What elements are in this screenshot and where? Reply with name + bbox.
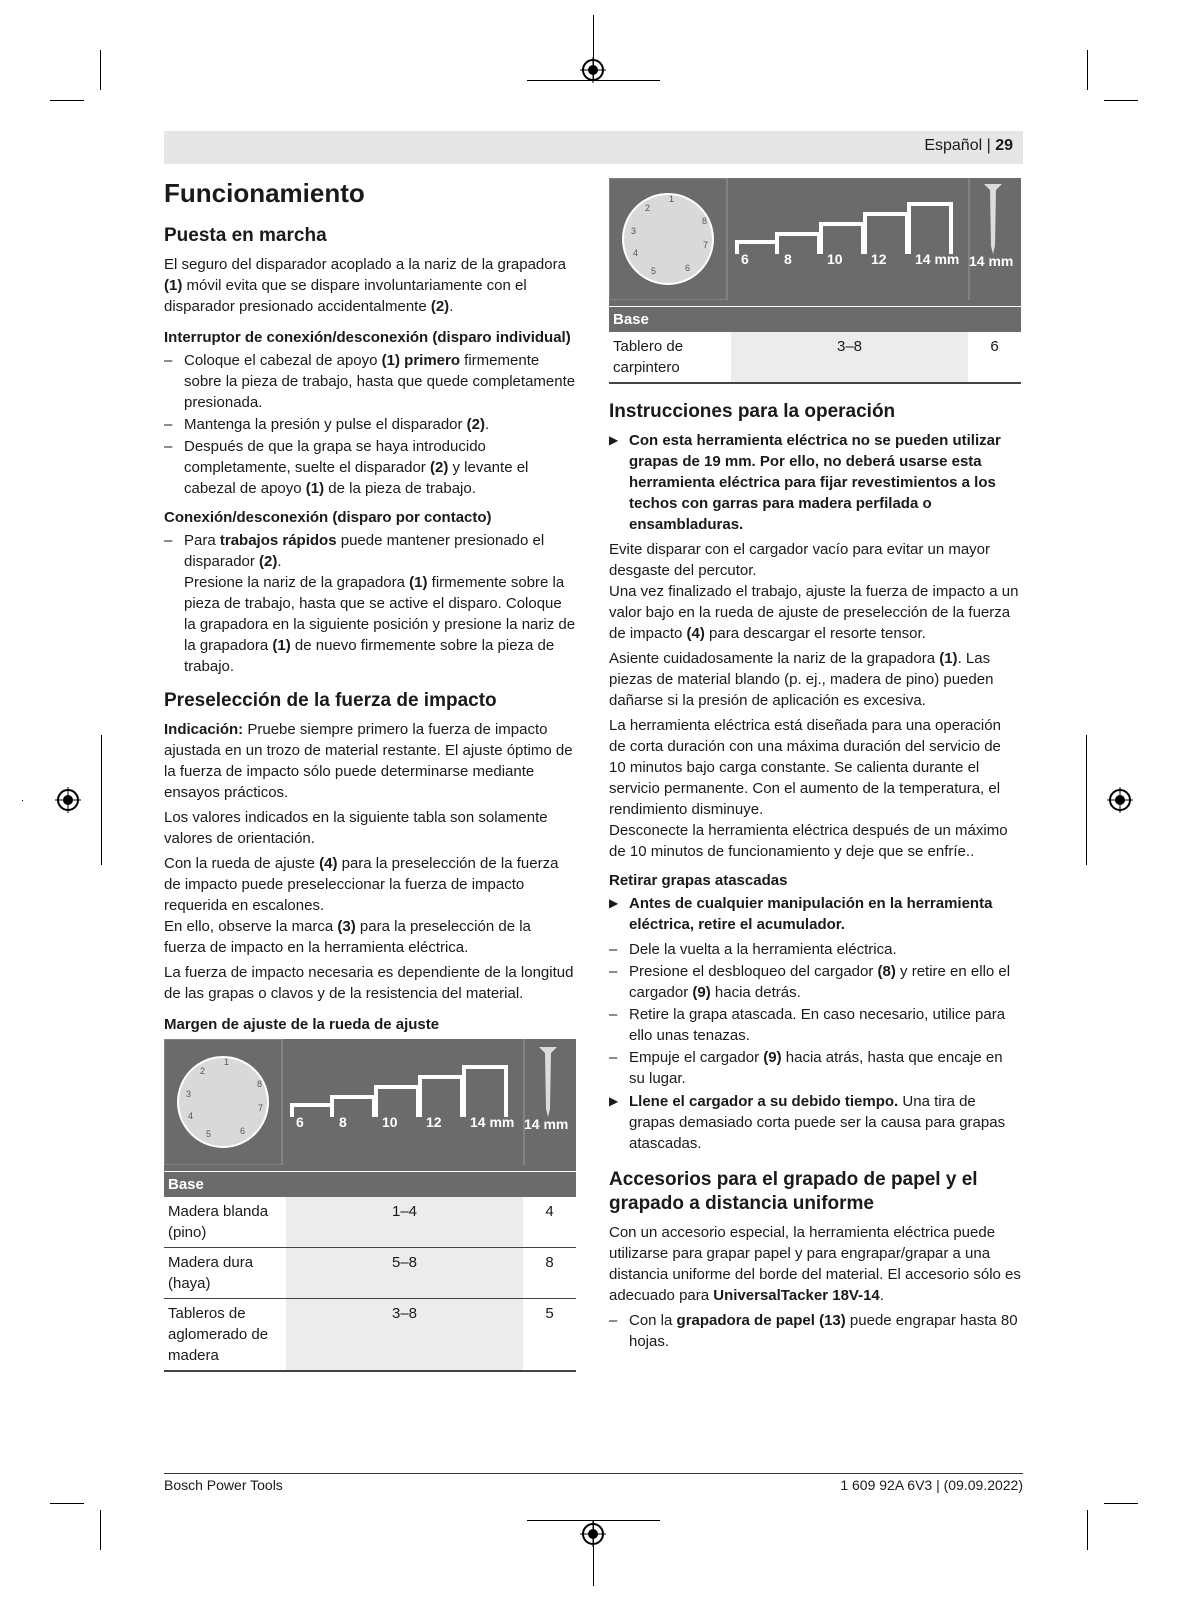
crop-mark — [50, 100, 84, 101]
svg-text:4: 4 — [633, 248, 639, 258]
staple-icon — [865, 214, 907, 254]
nail-icon — [539, 1047, 557, 1117]
svg-text:2: 2 — [200, 1066, 206, 1076]
paragraph: Asiente cuidadosamente la nariz de la grapadora (1). Las piezas de material blando (p. ej., madera de pino) pueden dañarse si la presión de aplicación es excesiva. — [609, 650, 994, 709]
svg-text:5: 5 — [651, 266, 657, 276]
paragraph: Evite disparar con el cargador vacío para evitar un mayor desgaste del percutor. — [609, 541, 991, 579]
table-row: Madera blanda (pino) 1–4 4 — [164, 1197, 576, 1248]
table-row: Tablero de carpintero 3–8 6 — [609, 332, 1021, 383]
crop-mark — [22, 800, 23, 801]
warning-item: ▶ Con esta herramienta eléctrica no se pueden utilizar grapas de 19 mm. Por ello, no deberá usarse esta herramienta eléctrica para fijar revestimientos a los techos con garras para madera perfilada o ensambladuras. — [609, 430, 1021, 535]
svg-text:8: 8 — [702, 216, 708, 226]
list-item: – Presione el desbloqueo del cargador (8) y retire en ello el cargador (9) hacia detrás. — [609, 961, 1021, 1003]
crop-mark — [100, 1510, 101, 1550]
registration-mark-icon — [580, 57, 606, 83]
subheading-single-shot: Interruptor de conexión/desconexión (disparo individual) — [164, 329, 571, 346]
svg-text:8: 8 — [339, 1114, 347, 1130]
table-title: Margen de ajuste de la rueda de ajuste — [164, 1016, 440, 1033]
staple-icon — [821, 224, 863, 254]
header-language: Español — [924, 137, 983, 154]
svg-text:3: 3 — [631, 226, 637, 236]
svg-text:6: 6 — [296, 1114, 304, 1130]
paragraph: Los valores indicados en la siguiente tabla son solamente valores de orientación. — [164, 809, 548, 847]
page-header — [164, 131, 1023, 164]
page-footer — [164, 1473, 1023, 1493]
svg-text:10: 10 — [382, 1114, 398, 1130]
paragraph: En ello, observe la marca (3) para la preselección de la fuerza de impacto en la herramienta eléctrica. — [164, 918, 531, 956]
svg-text:7: 7 — [258, 1103, 264, 1113]
paragraph: Desconecte la herramienta eléctrica después de un máximo de 10 minutos de funcionamiento y deje que se enfríe.. — [609, 822, 1008, 860]
registration-mark-icon — [1107, 787, 1133, 813]
heading-puesta-en-marcha: Puesta en marcha — [164, 225, 327, 246]
list-item: – Después de que la grapa se haya introducido completamente, suelte el disparador (2) y levante el cabezal de apoyo (1) de la pieza de trabajo. — [164, 436, 576, 499]
svg-text:3: 3 — [186, 1089, 192, 1099]
crop-mark — [1104, 1503, 1138, 1504]
staple-figure — [609, 178, 1021, 300]
list-item: – Dele la vuelta a la herramienta eléctrica. — [609, 939, 1021, 960]
instruction-list — [609, 939, 1021, 1089]
paragraph: Indicación: Pruebe siempre primero la fuerza de impacto ajustada en un trozo de material restante. El ajuste óptimo de la fuerza de impacto sólo puede determinarse mediante ensayos prácticos. — [164, 721, 573, 801]
svg-text:6: 6 — [240, 1126, 246, 1136]
warning-list — [609, 893, 1021, 935]
svg-text:12: 12 — [871, 251, 887, 267]
page-number: 29 — [995, 137, 1013, 154]
instruction-list — [164, 350, 576, 499]
footer-doc-id: 1 609 92A 6V3 | (09.09.2022) — [840, 1477, 1023, 1493]
right-column — [609, 178, 1021, 1358]
warning-item: ▶ Antes de cualquier manipulación en la herramienta eléctrica, retire el acumulador. — [609, 893, 1021, 935]
staple-icon — [464, 1067, 506, 1117]
svg-text:6: 6 — [685, 263, 691, 273]
svg-text:2: 2 — [645, 203, 651, 213]
staple-figure — [164, 1039, 576, 1165]
adjustment-dial-icon — [178, 1057, 268, 1147]
svg-text:14 mm: 14 mm — [915, 251, 960, 267]
crop-mark — [1104, 100, 1138, 101]
warning-list — [609, 1091, 1021, 1154]
list-item: – Empuje el cargador (9) hacia atrás, hasta que encaje en su lugar. — [609, 1047, 1021, 1089]
adjustment-dial-icon — [623, 194, 713, 284]
base-row — [609, 307, 1021, 333]
svg-text:8: 8 — [257, 1079, 263, 1089]
list-item: – Mantenga la presión y pulse el disparador (2). — [164, 414, 576, 435]
svg-text:4: 4 — [188, 1111, 194, 1121]
warning-list — [609, 430, 1021, 535]
paragraph: Con un accesorio especial, la herramienta eléctrica puede utilizarse para grapar papel y para engrapar/grapar a una distancia uniforme del borde del material. El accesorio sólo es adecuado para UniversalTacker 18V-14. — [609, 1224, 1021, 1304]
base-row — [164, 1172, 576, 1198]
subheading-jammed-staples: Retirar grapas atascadas — [609, 872, 788, 889]
paragraph: La herramienta eléctrica está diseñada para una operación de corta duración con una máxima duración del servicio de 10 minutos bajo carga constante. Se calienta durante el servicio permanente. Con el aumento de la temperatura, el rendimiento disminuye. — [609, 717, 1001, 818]
svg-text:8: 8 — [784, 251, 792, 267]
heading-preseleccion: Preselección de la fuerza de impacto — [164, 690, 497, 711]
impact-force-table — [164, 1039, 576, 1372]
section-title: Funcionamiento — [164, 178, 365, 208]
staple-icon — [376, 1087, 418, 1117]
paragraph: El seguro del disparador acoplado a la nariz de la grapadora (1) móvil evita que se dispare involuntariamente con el disparador presionado accidentalmente (2). — [164, 256, 566, 315]
list-item: – Coloque el cabezal de apoyo (1) primero firmemente sobre la pieza de trabajo, hasta que quede completamente presionada. — [164, 350, 576, 413]
staple-icon — [420, 1077, 462, 1117]
nail-icon — [984, 184, 1002, 254]
figure-row — [164, 1039, 576, 1172]
left-column — [164, 178, 576, 1372]
instruction-list — [164, 530, 576, 677]
base-label: Base — [164, 1172, 286, 1198]
crop-mark — [50, 1503, 84, 1504]
paragraph: Con la rueda de ajuste (4) para la preselección de la fuerza de impacto puede preseleccionar la fuerza de impacto requerida en escalones. — [164, 855, 559, 914]
list-item: – Retire la grapa atascada. En caso necesario, utilice para ello unas tenazas. — [609, 1004, 1021, 1046]
table-row: Tableros de aglomerado de madera 3–8 5 — [164, 1299, 576, 1372]
svg-text:12: 12 — [426, 1114, 442, 1130]
paragraph: Una vez finalizado el trabajo, ajuste la fuerza de impacto a un valor bajo en la rueda de ajuste de preselección de la fuerza de impacto (4) para descargar el resorte tensor. — [609, 583, 1019, 642]
svg-text:14 mm: 14 mm — [969, 253, 1014, 269]
list-item: – Para trabajos rápidos puede mantener presionado el disparador (2). Presione la nariz de la grapadora (1) firmemente sobre la pieza de trabajo, hasta que se active el disparo. Coloque la grapadora en la siguiente posición y presione la nariz de la grapadora (1) de nuevo firmemente sobre la pieza de trabajo. — [164, 530, 576, 677]
registration-mark-icon — [55, 787, 81, 813]
crop-mark — [101, 735, 102, 865]
crop-mark — [1087, 50, 1088, 90]
svg-text:14 mm: 14 mm — [524, 1116, 569, 1132]
footer-brand: Bosch Power Tools — [164, 1477, 283, 1493]
crop-mark — [100, 50, 101, 90]
svg-text:1: 1 — [669, 194, 675, 204]
registration-mark-icon — [580, 1521, 606, 1547]
table-row: Madera dura (haya) 5–8 8 — [164, 1248, 576, 1299]
svg-text:6: 6 — [741, 251, 749, 267]
svg-text:7: 7 — [703, 240, 709, 250]
svg-text:10: 10 — [827, 251, 843, 267]
subheading-contact-trigger: Conexión/desconexión (disparo por contacto) — [164, 509, 492, 526]
heading-instrucciones: Instrucciones para la operación — [609, 401, 896, 422]
list-item: – Con la grapadora de papel (13) puede engrapar hasta 80 hojas. — [609, 1310, 1021, 1352]
header-text: Español | 29 — [924, 137, 1013, 154]
base-label: Base — [609, 307, 731, 333]
staple-icon — [909, 204, 951, 254]
impact-force-table-2 — [609, 178, 1021, 384]
svg-text:1: 1 — [224, 1057, 230, 1067]
crop-mark — [1087, 1510, 1088, 1550]
paragraph: La fuerza de impacto necesaria es dependiente de la longitud de las grapas o clavos y de la resistencia del material. — [164, 964, 574, 1002]
svg-text:14 mm: 14 mm — [470, 1114, 515, 1130]
instruction-list — [609, 1310, 1021, 1352]
warning-item: ▶ Llene el cargador a su debido tiempo. Una tira de grapas demasiado corta puede ser la causa para grapas atascadas. — [609, 1091, 1021, 1154]
svg-text:5: 5 — [206, 1129, 212, 1139]
figure-row — [609, 178, 1021, 307]
heading-accesorios: Accesorios para el grapado de papel y el grapado a distancia uniforme — [609, 1169, 978, 1214]
crop-mark — [1086, 735, 1087, 865]
